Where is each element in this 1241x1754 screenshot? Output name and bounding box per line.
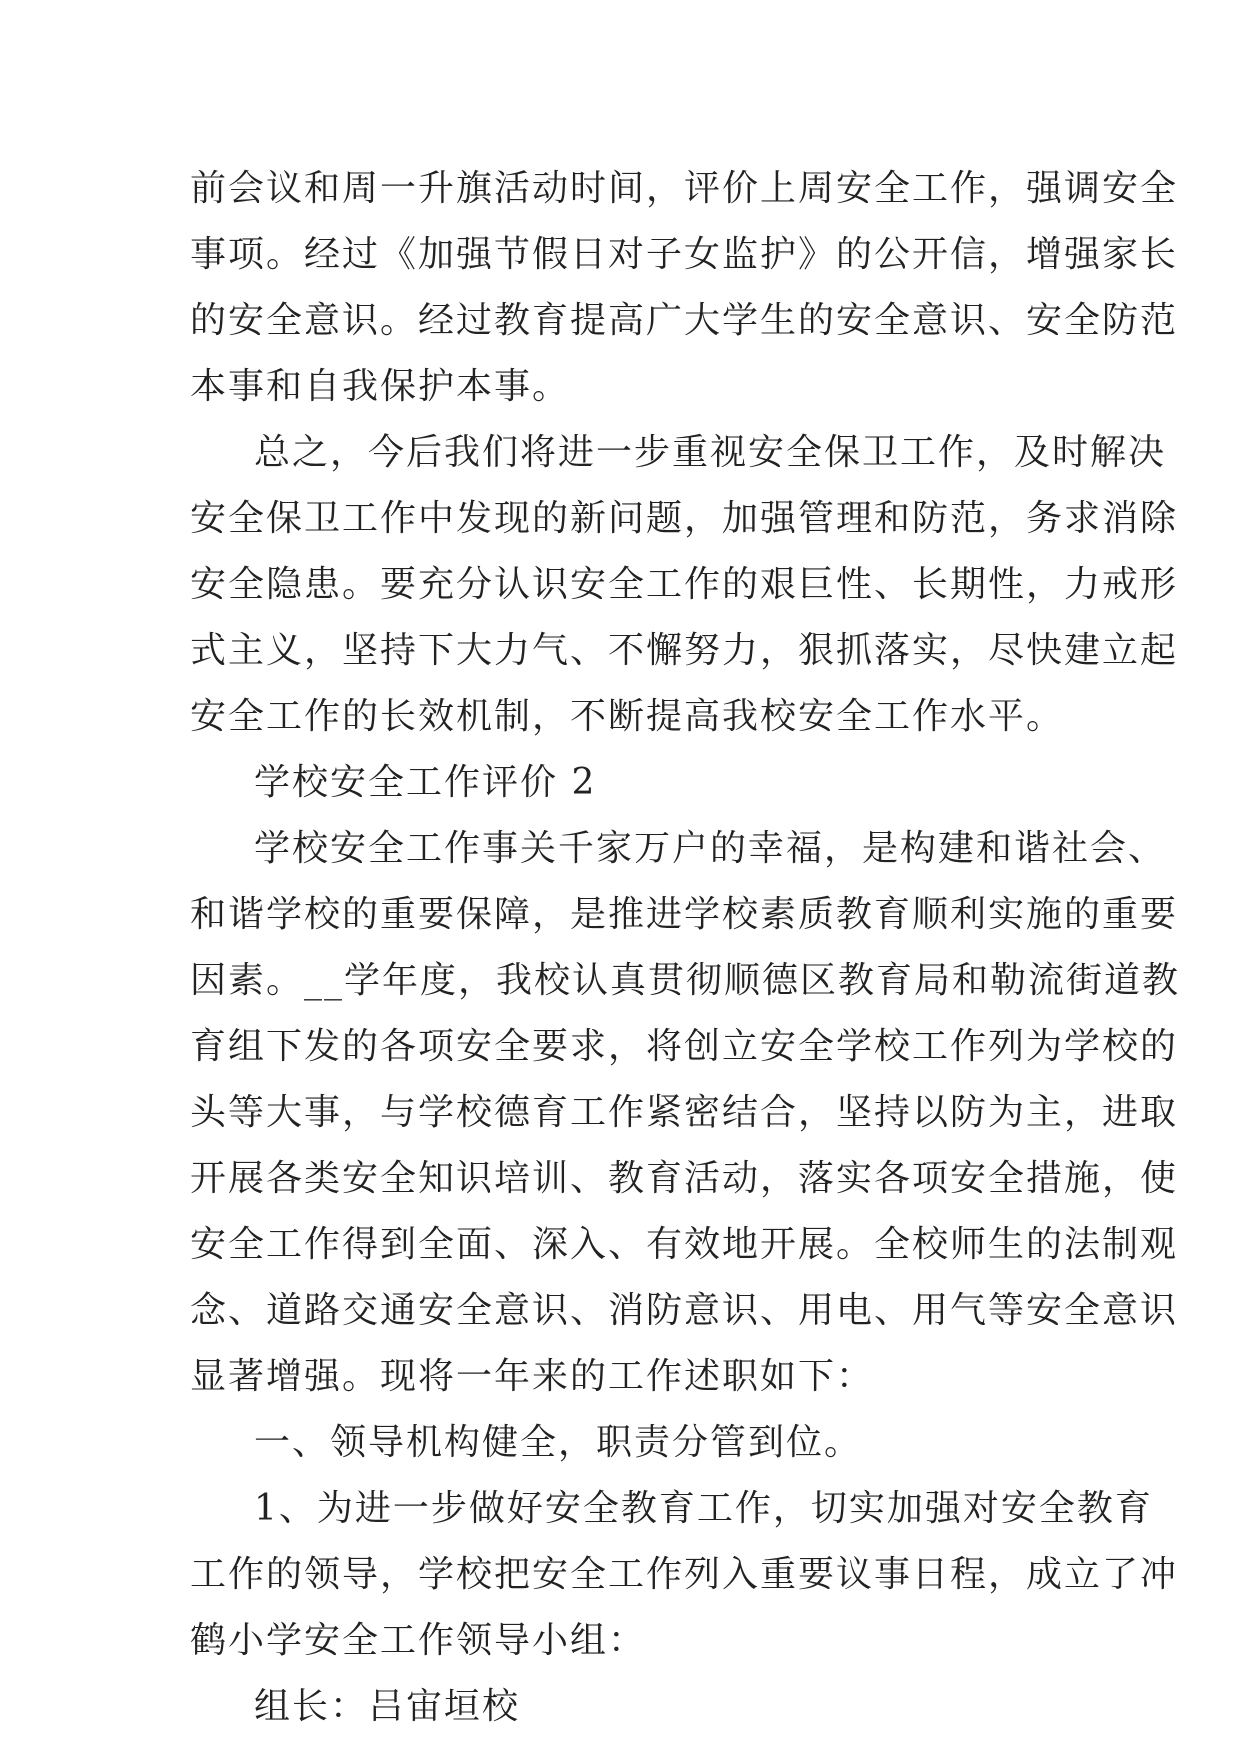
text-line: 1、为进一步做好安全教育工作，切实加强对安全教育 [254,1488,1153,1529]
text-line: 安全隐患。要充分认识安全工作的艰巨性、长期性，力戒形 [190,564,1179,605]
text-line: 育组下发的各项安全要求，将创立安全学校工作列为学校的 [190,1026,1179,1067]
text-line: 一、领导机构健全，职责分管到位。 [254,1422,863,1463]
text-line: 组长：吕宙垣校 [254,1686,521,1727]
text-line: 学校安全工作事关千家万户的幸福，是构建和谐社会、 [254,828,1167,869]
text-line: 开展各类安全知识培训、教育活动，落实各项安全措施，使 [190,1158,1179,1199]
text-line: 念、道路交通安全意识、消防意识、用电、用气等安全意识 [190,1290,1179,1331]
text-line: 总之，今后我们将进一步重视安全保卫工作，及时解决 [254,432,1167,473]
text-line: 的安全意识。经过教育提高广大学生的安全意识、安全防范 [190,300,1179,341]
text-line: 安全工作得到全面、深入、有效地开展。全校师生的法制观 [190,1224,1179,1265]
text-line: 式主义，坚持下大力气、不懈努力，狠抓落实，尽快建立起 [190,630,1179,671]
text-line: 安全保卫工作中发现的新问题，加强管理和防范，务求消除 [190,498,1179,539]
text-line: 头等大事，与学校德育工作紧密结合，坚持以防为主，进取 [190,1092,1179,1133]
text-line: 安全工作的长效机制，不断提高我校安全工作水平。 [190,696,1065,737]
text-line: 本事和自我保护本事。 [190,366,571,407]
text-line: 因素。__学年度，我校认真贯彻顺德区教育局和勒流街道教 [190,960,1181,1001]
text-line: 显著增强。现将一年来的工作述职如下： [190,1356,875,1397]
document-body [190,156,1181,1740]
text-line: 学校安全工作评价 2 [254,762,597,803]
text-line: 前会议和周一升旗活动时间，评价上周安全工作，强调安全 [190,168,1179,209]
text-line: 和谐学校的重要保障，是推进学校素质教育顺利实施的重要 [190,894,1179,935]
text-line: 事项。经过《加强节假日对子女监护》的公开信，增强家长 [190,234,1179,275]
text-line: 鹤小学安全工作领导小组： [190,1620,647,1661]
text-line: 工作的领导，学校把安全工作列入重要议事日程，成立了冲 [190,1554,1179,1595]
